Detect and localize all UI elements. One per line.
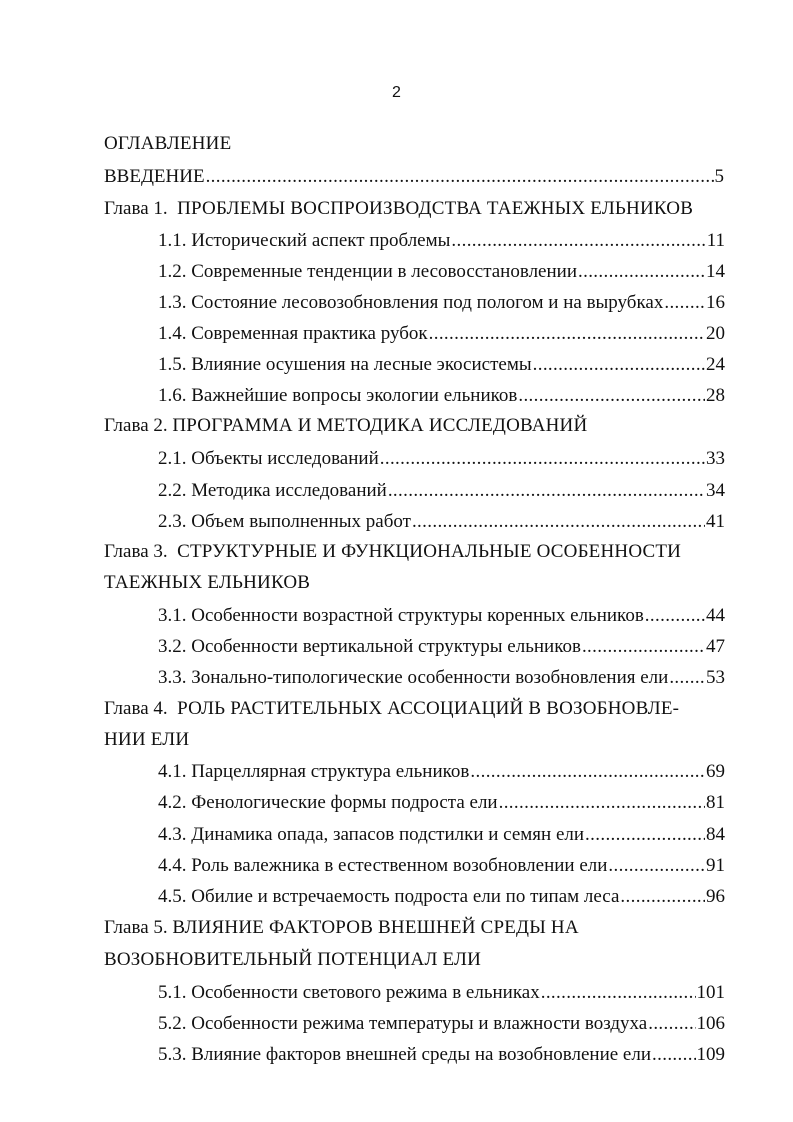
chapter-title: СТРУКТУРНЫЕ И ФУНКЦИОНАЛЬНЫЕ ОСОБЕННОСТИ [177,541,682,562]
section-page: 33 [706,448,725,469]
dot-leader [645,603,705,629]
section-number: 1.6. [158,385,187,406]
section-title: Современная практика рубок [191,323,428,344]
toc-entry-title: ВВЕДЕНИЕ [104,166,205,187]
toc-entry-1-5 [158,352,725,378]
section-number: 3.1. [158,605,187,626]
chapter-3-heading-cont: ТАЕЖНЫХ ЕЛЬНИКОВ [104,572,311,593]
section-number: 4.3. [158,824,187,845]
toc-entry-5-3 [158,1042,725,1068]
dot-leader [620,884,705,910]
chapter-label: Глава 3. [104,541,168,562]
toc-entry-2-2 [158,478,725,504]
section-title: Особенности вертикальной структуры ельников [191,636,581,657]
section-page: 69 [706,761,725,782]
section-title: Состояние лесовозобновления под пологом и на вырубках [191,292,664,313]
toc-entry-2-1 [158,446,725,472]
section-page: 44 [706,605,725,626]
section-page: 14 [706,261,725,282]
section-page: 24 [706,354,725,375]
dot-leader [664,290,705,316]
section-title: Фенологические формы подроста ели [191,792,498,813]
section-number: 4.5. [158,886,187,907]
toc-entry-3-1 [158,603,725,629]
section-title: Роль валежника в естественном возобновлении ели [191,855,608,876]
section-page: 109 [696,1044,725,1065]
section-number: 3.3. [158,667,187,688]
section-page: 28 [706,385,725,406]
toc-entry-4-4 [158,853,725,879]
section-number: 2.1. [158,448,187,469]
toc-entry-2-3 [158,509,725,535]
section-page: 84 [706,824,725,845]
dot-leader [578,259,705,285]
section-page: 96 [706,886,725,907]
chapter-4-heading [104,696,724,722]
chapter-5-heading-cont: ВОЗОБНОВИТЕЛЬНЫЙ ПОТЕНЦИАЛ ЕЛИ [104,949,482,970]
section-title: Особенности возрастной структуры коренных ельников [191,605,644,626]
toc-heading: ОГЛАВЛЕНИЕ [104,133,232,154]
chapter-title: ПРОГРАММА И МЕТОДИКА ИССЛЕДОВАНИЙ [172,415,588,436]
section-title: Важнейшие вопросы экологии ельников [191,385,518,406]
toc-entry-1-2 [158,259,725,285]
section-title: Современные тенденции в лесовосстановлении [191,261,577,282]
section-title: Обилие и встречаемость подроста ели по типам леса [191,886,620,907]
dot-leader [648,1011,695,1037]
section-title: Влияние факторов внешней среды на возобновление ели [191,1044,652,1065]
chapter-label: Глава 1. [104,198,168,219]
dot-leader [470,759,705,785]
dot-leader [518,383,705,409]
toc-entry-3-2 [158,634,725,660]
section-number: 4.2. [158,792,187,813]
section-number: 4.4. [158,855,187,876]
dot-leader [388,478,705,504]
toc-entry-4-5 [158,884,725,910]
chapter-label: Глава 2. [104,415,168,436]
section-page: 16 [706,292,725,313]
section-number: 1.1. [158,230,187,251]
dot-leader [451,228,705,254]
section-page: 101 [696,982,725,1003]
section-page: 53 [706,667,725,688]
chapter-4-heading-cont: НИИ ЕЛИ [104,729,190,750]
toc-entry-3-3 [158,665,725,691]
toc-entry-5-1 [158,980,725,1006]
section-title: Динамика опада, запасов подстилки и семян ели [191,824,585,845]
toc-entry-1-1 [158,228,725,254]
section-number: 1.2. [158,261,187,282]
toc-entry-1-3 [158,290,725,316]
section-number: 2.3. [158,511,187,532]
dot-leader [608,853,705,879]
dot-leader [669,665,705,691]
dot-leader [380,446,705,472]
section-page: 106 [696,1013,725,1034]
section-title: Объем выполненных работ [191,511,411,532]
dot-leader [429,321,705,347]
chapter-label: Глава 4. [104,698,168,719]
page-number: 2 [392,84,401,101]
section-number: 4.1. [158,761,187,782]
chapter-5-heading [104,915,724,941]
chapter-label: Глава 5. [104,917,168,938]
section-number: 5.3. [158,1044,187,1065]
section-title: Влияние осушения на лесные экосистемы [191,354,532,375]
chapter-title: ВЛИЯНИЕ ФАКТОРОВ ВНЕШНЕЙ СРЕДЫ НА [172,917,579,938]
dot-leader [652,1042,695,1068]
section-number: 1.3. [158,292,187,313]
chapter-3-heading [104,539,724,565]
toc-entry-1-6 [158,383,725,409]
toc-entry-page: 5 [714,166,724,187]
section-page: 11 [706,230,725,251]
section-title: Исторический аспект проблемы [191,230,451,251]
dot-leader [533,352,705,378]
section-title: Парцеллярная структура ельников [191,761,470,782]
section-title: Объекты исследований [191,448,379,469]
toc-entry-5-2 [158,1011,725,1037]
section-title: Особенности режима температуры и влажности воздуха [191,1013,648,1034]
dot-leader [541,980,696,1006]
chapter-2-heading [104,413,724,439]
section-page: 41 [706,511,725,532]
dot-leader [206,164,714,190]
section-number: 1.5. [158,354,187,375]
dot-leader [582,634,705,660]
toc-entry-1-4 [158,321,725,347]
section-title: Зонально-типологические особенности возобновления ели [191,667,669,688]
toc-entry-4-1 [158,759,725,785]
chapter-1-heading [104,196,724,222]
section-number: 2.2. [158,480,187,501]
toc-entry-intro [104,164,724,190]
section-number: 5.2. [158,1013,187,1034]
section-page: 91 [706,855,725,876]
section-page: 81 [706,792,725,813]
section-number: 1.4. [158,323,187,344]
section-title: Особенности светового режима в ельниках [191,982,540,1003]
dot-leader [499,790,705,816]
section-title: Методика исследований [191,480,387,501]
dot-leader [585,822,705,848]
chapter-title: РОЛЬ РАСТИТЕЛЬНЫХ АССОЦИАЦИЙ В ВОЗОБНОВЛЕ- [177,698,680,719]
section-page: 47 [706,636,725,657]
section-number: 5.1. [158,982,187,1003]
section-page: 34 [706,480,725,501]
chapter-title: ПРОБЛЕМЫ ВОСПРОИЗВОДСТВА ТАЕЖНЫХ ЕЛЬНИКОВ [177,198,694,219]
toc-entry-4-3 [158,822,725,848]
section-number: 3.2. [158,636,187,657]
toc-entry-4-2 [158,790,725,816]
dot-leader [412,509,705,535]
section-page: 20 [706,323,725,344]
